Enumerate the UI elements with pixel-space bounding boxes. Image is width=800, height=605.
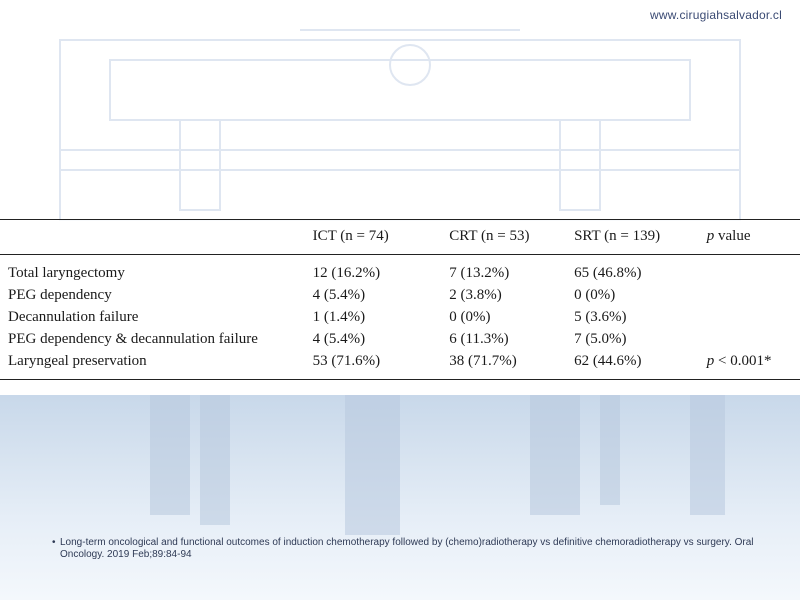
table-header-row (0, 220, 800, 255)
cell-srt: 65 (46.8%) (574, 265, 642, 281)
header-crt: CRT (n = 53) (449, 220, 574, 255)
cell-ict: 4 (5.4%) (312, 331, 366, 347)
cell-p (707, 255, 800, 286)
table-row (0, 285, 800, 307)
cell-p (707, 307, 800, 329)
table-row (0, 329, 800, 351)
p-symbol: p (706, 228, 715, 244)
lower-watermark (0, 395, 800, 600)
row-label: Decannulation failure (8, 309, 139, 325)
header-label (0, 220, 313, 255)
cell-crt: 2 (3.8%) (449, 287, 502, 303)
p-symbol: p (706, 353, 715, 369)
row-label: Laryngeal preservation (0, 351, 313, 380)
cell-p (707, 351, 800, 380)
p-value: < 0.001* (718, 353, 772, 369)
header-srt: SRT (n = 139) (574, 220, 707, 255)
cell-crt: 0 (0%) (449, 309, 491, 325)
cell-srt: 5 (3.6%) (574, 309, 627, 325)
cell-ict: 1 (1.4%) (312, 309, 366, 325)
cell-p (707, 285, 800, 307)
cell-srt: 62 (44.6%) (574, 351, 707, 380)
results-table (0, 219, 800, 380)
table-row (0, 351, 800, 380)
lower-background (0, 395, 800, 600)
p-value-label: value (718, 228, 751, 244)
results-table-container (0, 219, 800, 380)
cell-srt: 7 (5.0%) (574, 331, 627, 347)
row-label: PEG dependency & decannulation failure (8, 331, 258, 347)
cell-crt: 7 (13.2%) (449, 265, 510, 281)
row-label: PEG dependency (8, 287, 112, 303)
bullet: • (52, 537, 56, 548)
cell-crt: 6 (11.3%) (449, 331, 509, 347)
citation-text: Long-term oncological and functional outcomes of induction chemotherapy followed by (chemo)radiotherapy vs definitive chemoradiotherapy vs surgery. Oral Oncology. 2019 Feb;89:84-94 (60, 537, 754, 560)
header-p-value (707, 220, 800, 255)
cell-ict: 53 (71.6%) (313, 351, 450, 380)
website-url: www.cirugiahsalvador.cl (650, 8, 782, 22)
header-ict: ICT (n = 74) (313, 220, 450, 255)
table-row (0, 307, 800, 329)
cell-srt: 0 (0%) (574, 287, 616, 303)
table-row (0, 255, 800, 286)
row-label: Total laryngectomy (8, 265, 125, 281)
cell-crt: 38 (71.7%) (449, 351, 574, 380)
cell-ict: 12 (16.2%) (312, 265, 381, 281)
cell-ict: 4 (5.4%) (312, 287, 366, 303)
citation (52, 537, 760, 561)
cell-p (707, 329, 800, 351)
